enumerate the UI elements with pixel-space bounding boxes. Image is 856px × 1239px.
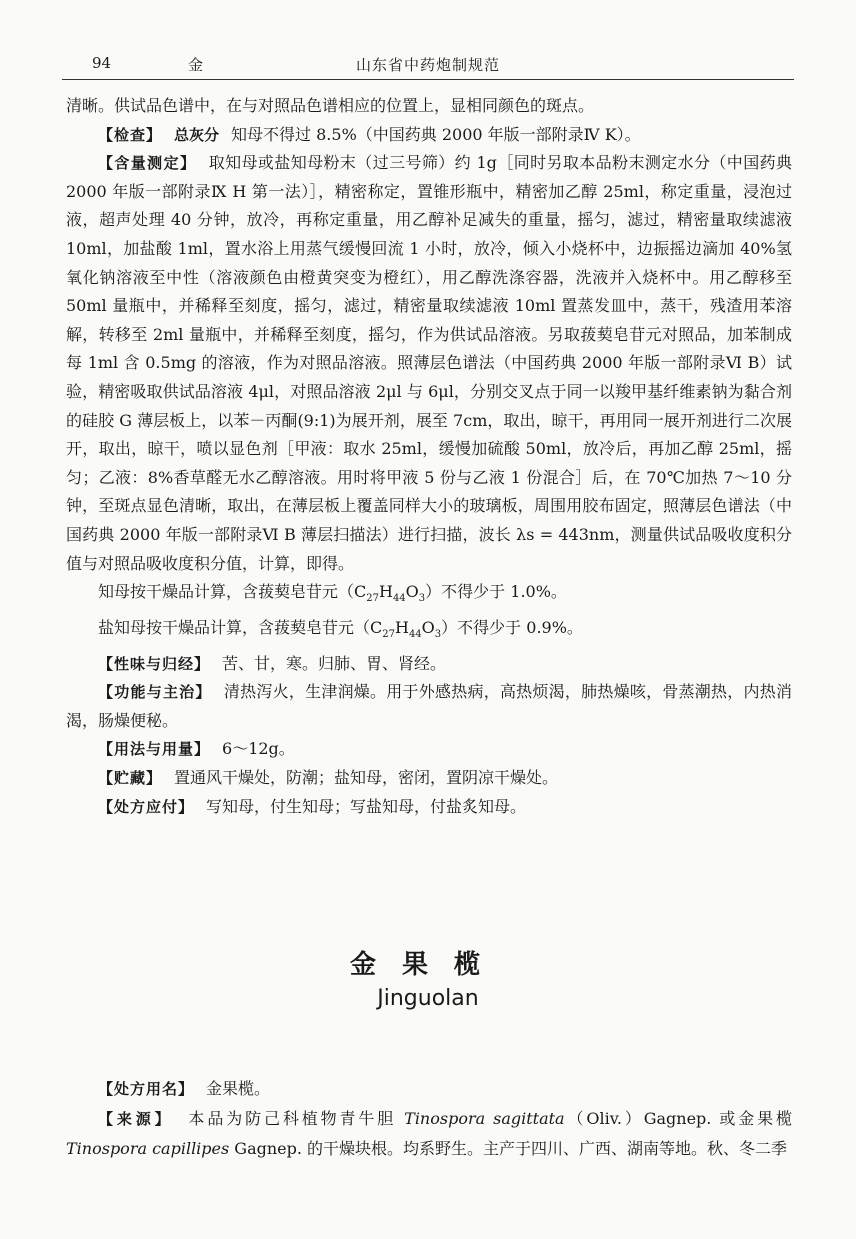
entry-pinyin: Jinguolan <box>377 986 479 1011</box>
paragraph-continuation: 清晰。供试品色谱中，在与对照品色谱相应的位置上，显相同颜色的斑点。 <box>66 96 595 115</box>
section-tag-rx-name: 【处方用名】 <box>98 1080 195 1098</box>
section-tag-prescription: 【处方应付】 <box>98 797 195 816</box>
page-header <box>62 50 794 80</box>
section-check <box>66 121 792 150</box>
limit-text: 盐知母按干燥品计算，含菝葜皂苷元（C <box>98 617 383 637</box>
assay-text: 取知母或盐知母粉末（过三号筛）约 1g［同时另取本品粉末测定水分（中国药典 2000 年版一部附录Ⅸ H 第一法）］，精密称定，置锥形瓶中，精密加乙醇 25ml，称定重量，浸泡过液，超声处理 40 分钟，放冷，再称定重量，用乙醇补足减失的重量，摇匀，滤过，精密量取续滤液 10ml，加盐酸 1ml，置水浴上用蒸气缓慢回流 1 小时，放冷，倾入小烧杯中，边振摇边滴加 40%氢氧化钠溶液至中性（溶液颜色由橙黄突变为橙红），用乙醇洗涤容器，洗液并入烧杯中。用乙醇移至 50ml 量瓶中，并稀释至刻度，摇匀，滤过，精密量取续滤液 10ml 置蒸发皿中，蒸干，残渣用苯溶解，转移至 2ml 量瓶中，并稀释至刻度，摇匀，作为供试品溶液。另取菝葜皂苷元对照品，加苯制成每 1ml 含 0.5mg 的溶液，作为对照品溶液。照薄层色谱法（中国药典 2000 年版一部附录Ⅵ B）试验，精密吸取供试品溶液 4μl，对照品溶液 2μl 与 6μl，分别交叉点于同一以羧甲基纤维素钠为黏合剂的硅胶 G 薄层板上，以苯－丙酮(9:1)为展开剂，展至 7cm，取出，晾干，再用同一展开剂进行二次展开，取出，晾干，喷以显色剂［甲液：取水 25ml，缓慢加硫酸 50ml，放冷后，再加乙醇 25ml，摇匀；乙液：8%香草醛无水乙醇溶液。用时将甲液 5 份与乙液 1 份混合］后，在 70℃加热 7～10 分钟，至斑点显色清晰，取出，在薄层板上覆盖同样大小的玻璃板，周围用胶布固定，照薄层色谱法（中国药典 2000 年版一部附录Ⅵ B 薄层扫描法）进行扫描，波长 λs = 443nm，测量供试品吸收度积分值与对照品吸收度积分值，计算，即得。 <box>66 153 792 573</box>
section-storage <box>66 764 792 793</box>
source-text: Gagnep. 的干燥块根。均系野生。主产于四川、广西、湖南等地。秋、冬二季 <box>229 1139 788 1158</box>
formula-sub: 3 <box>418 593 426 605</box>
formula-h: H <box>378 582 393 602</box>
latin-name-capillipes: Tinospora capillipes <box>66 1139 230 1158</box>
entry-title: 金果榄 <box>349 950 506 980</box>
formula-o: O <box>421 617 435 637</box>
section-tag-check: 【检查】 <box>98 125 163 144</box>
section-char: 金 <box>188 56 204 74</box>
limit-text: 知母按干燥品计算，含菝葜皂苷元（C <box>98 582 367 602</box>
formula-sub: 44 <box>392 593 406 605</box>
formula-o: O <box>405 582 419 602</box>
header-rule <box>62 79 794 80</box>
formula-sub: 3 <box>434 629 442 641</box>
section-nature <box>66 650 792 679</box>
section-tag-usage: 【用法与用量】 <box>98 740 211 759</box>
limit-value: ）不得少于 1.0%。 <box>425 582 567 602</box>
prescription-text: 写知母，付生知母；写盐知母，付盐炙知母。 <box>206 796 527 816</box>
limit-value: ）不得少于 0.9%。 <box>441 617 583 637</box>
assay-limit-yanzhimu <box>66 614 792 650</box>
rx-name-text: 金果榄。 <box>206 1079 271 1098</box>
latin-name-sagittata: Tinospora sagittata <box>404 1109 565 1128</box>
entry-body <box>66 1074 792 1164</box>
function-text: 清热泻火，生津润燥。用于外感热病，高热烦渴，肺热燥咳，骨蒸潮热，内热消渴，肠燥便秘。 <box>66 682 792 730</box>
formula-sub: 27 <box>366 593 379 605</box>
section-tag-source: 【来源】 <box>98 1110 174 1128</box>
usage-text: 6～12g。 <box>222 739 295 759</box>
formula-sub: 27 <box>382 629 395 641</box>
assay-limit-zhimu <box>66 578 792 614</box>
section-tag-function: 【功能与主治】 <box>98 683 212 702</box>
section-tag-storage: 【贮藏】 <box>98 769 163 788</box>
storage-text: 置通风干燥处，防潮；盐知母，密闭，置阴凉干燥处。 <box>174 768 559 788</box>
section-usage <box>66 735 792 764</box>
book-title: 山东省中药炮制规范 <box>355 56 500 74</box>
source-text: 本品为防己科植物青牛胆 <box>185 1109 405 1128</box>
section-prescription <box>66 793 792 822</box>
check-text: 知母不得过 8.5%（中国药典 2000 年版一部附录Ⅳ K）。 <box>231 124 641 144</box>
section-function <box>66 678 792 735</box>
page-number: 94 <box>92 54 112 72</box>
formula-sub: 44 <box>408 629 422 641</box>
section-tag-assay: 【含量测定】 <box>98 154 197 173</box>
source-text: （Oliv.）Gagnep. 或金果榄 <box>564 1109 792 1128</box>
section-tag-nature: 【性味与归经】 <box>98 654 211 673</box>
formula-h: H <box>394 617 409 637</box>
section-source <box>66 1104 792 1164</box>
section-assay <box>66 149 792 578</box>
section-rx-name <box>66 1074 792 1104</box>
monograph-body <box>66 92 792 821</box>
nature-text: 苦、甘，寒。归肺、胃、肾经。 <box>222 653 447 673</box>
subsection-ash: 总灰分 <box>174 125 220 144</box>
